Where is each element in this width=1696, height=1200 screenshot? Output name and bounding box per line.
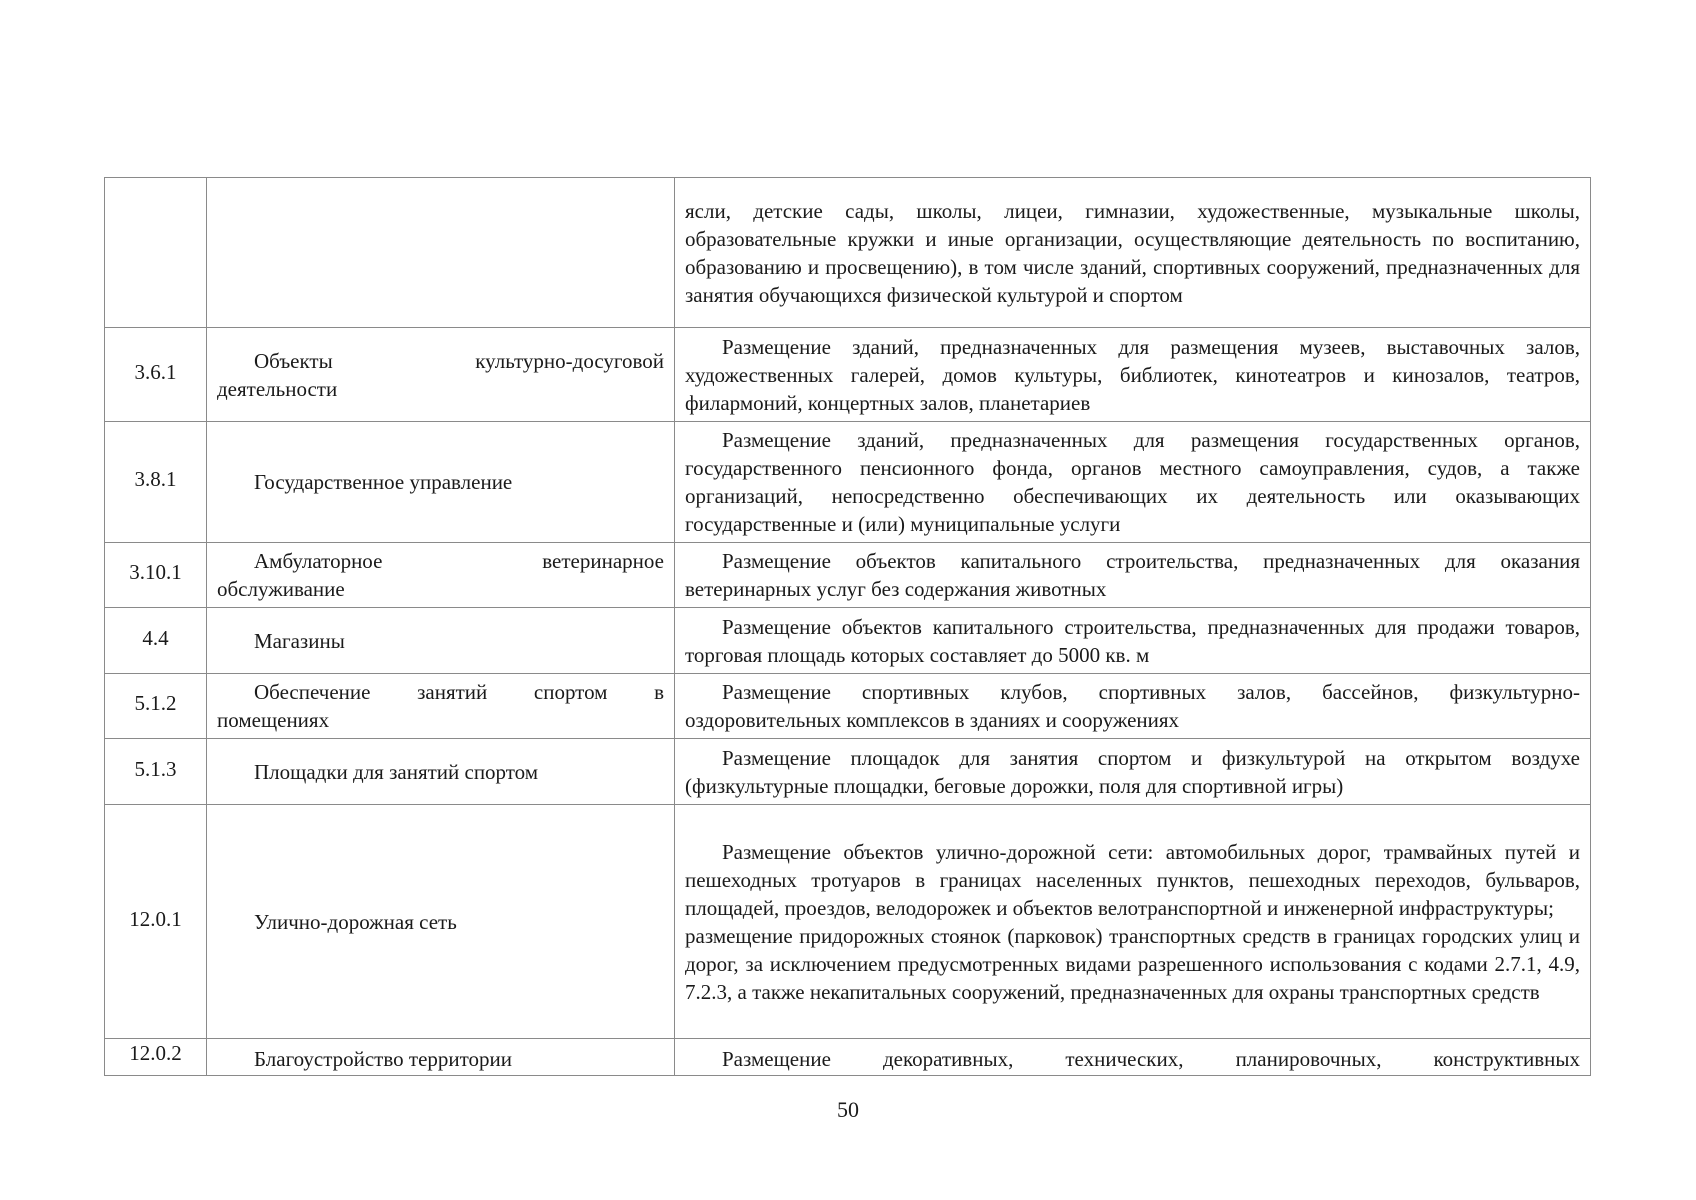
description-paragraph: ясли, детские сады, школы, лицеи, гимназии, художественные, музыкальные школы, образовательные кружки и иные организации, осуществляющие деятельность по воспитанию, образованию и просвещению), в том числе зданий, спортивных сооружений, предназначенных для занятия обучающихся физической культурой и спортом <box>685 198 1580 307</box>
description-cell <box>675 328 1591 422</box>
name-cell <box>207 608 675 674</box>
table-row <box>105 608 1591 674</box>
name-line: Объекты культурно-досуговой <box>254 348 664 373</box>
name-line: деятельности <box>217 376 338 401</box>
description-cell <box>675 739 1591 805</box>
description-cell <box>675 178 1591 328</box>
description-paragraph: Размещение объектов капитального строительства, предназначенных для оказания ветеринарных услуг без содержания животных <box>685 549 1580 601</box>
description-paragraph: Размещение площадок для занятия спортом и физкультурой на открытом воздухе (физкультурные площадки, беговые дорожки, поля для спортивной игры) <box>685 745 1580 798</box>
description-cell <box>675 674 1591 739</box>
name-cell <box>207 1039 675 1076</box>
description-paragraph: Размещение декоративных, технических, планировочных, конструктивных <box>722 1047 1580 1071</box>
description-cell <box>675 608 1591 674</box>
code-cell: 3.10.1 <box>105 543 207 608</box>
name-cell <box>207 328 675 422</box>
code-cell: 3.8.1 <box>105 422 207 543</box>
description-paragraph: Размещение объектов улично-дорожной сети: автомобильных дорог, трамвайных путей и пешеходных тротуаров в границах населенных пунктов, пешеходных переходов, бульваров, площадей, проездов, велодорожек и объектов велотранспортной и инженерной инфраструктуры; <box>685 839 1580 920</box>
table-row <box>105 805 1591 1039</box>
table-row <box>105 328 1591 422</box>
description-paragraph: размещение придорожных стоянок (парковок) транспортных средств в границах городских улиц и дорог, за исключением предусмотренных видами разрешенного использования с кодами 2.7.1, 4.9, 7.2.3, а также некапитальных сооружений, предназначенных для охраны транспортных средств <box>685 923 1580 1004</box>
code-cell <box>105 178 207 328</box>
table-row <box>105 1039 1591 1076</box>
code-cell: 3.6.1 <box>105 328 207 422</box>
name-cell <box>207 543 675 608</box>
name-cell <box>207 178 675 328</box>
name-cell <box>207 674 675 739</box>
name-line: Улично-дорожная сеть <box>254 909 457 934</box>
name-line: Магазины <box>254 628 345 653</box>
land-use-table <box>104 177 1591 1076</box>
table-row <box>105 178 1591 328</box>
name-line: Обеспечение занятий спортом в <box>254 680 664 704</box>
description-cell <box>675 805 1591 1039</box>
name-cell <box>207 739 675 805</box>
page-number: 50 <box>837 1097 859 1122</box>
code-cell: 12.0.2 <box>105 1039 207 1076</box>
name-line: обслуживание <box>217 577 345 601</box>
name-line: Площадки для занятий спортом <box>254 759 539 784</box>
name-cell <box>207 805 675 1039</box>
name-cell <box>207 422 675 543</box>
description-paragraph: Размещение объектов капитального строительства, предназначенных для продажи товаров, торговая площадь которых составляет до 5000 кв. м <box>685 614 1580 667</box>
code-cell: 5.1.3 <box>105 739 207 805</box>
name-line: Благоустройство территории <box>254 1047 512 1071</box>
code-cell: 5.1.2 <box>105 674 207 739</box>
table-row <box>105 674 1591 739</box>
description-paragraph: Размещение спортивных клубов, спортивных залов, бассейнов, физкультурно-оздоровительных комплексов в зданиях и сооружениях <box>685 680 1580 732</box>
description-cell <box>675 422 1591 543</box>
description-paragraph: Размещение зданий, предназначенных для размещения государственных органов, государственного пенсионного фонда, органов местного самоуправления, судов, а также организаций, непосредственно обеспечивающих их деятельность или оказывающих государственные и (или) муниципальные услуги <box>685 428 1580 536</box>
description-cell <box>675 543 1591 608</box>
description-paragraph: Размещение зданий, предназначенных для размещения музеев, выставочных залов, художественных галерей, домов культуры, библиотек, кинотеатров и кинозалов, театров, филармоний, концертных залов, планетариев <box>685 334 1580 415</box>
table-row <box>105 422 1591 543</box>
table-row <box>105 739 1591 805</box>
name-line: Амбулаторное ветеринарное <box>254 549 664 573</box>
name-line: помещениях <box>217 708 330 732</box>
table-row <box>105 543 1591 608</box>
code-cell: 4.4 <box>105 608 207 674</box>
code-cell: 12.0.1 <box>105 805 207 1039</box>
name-line: Государственное управление <box>254 470 513 494</box>
description-cell <box>675 1039 1591 1076</box>
